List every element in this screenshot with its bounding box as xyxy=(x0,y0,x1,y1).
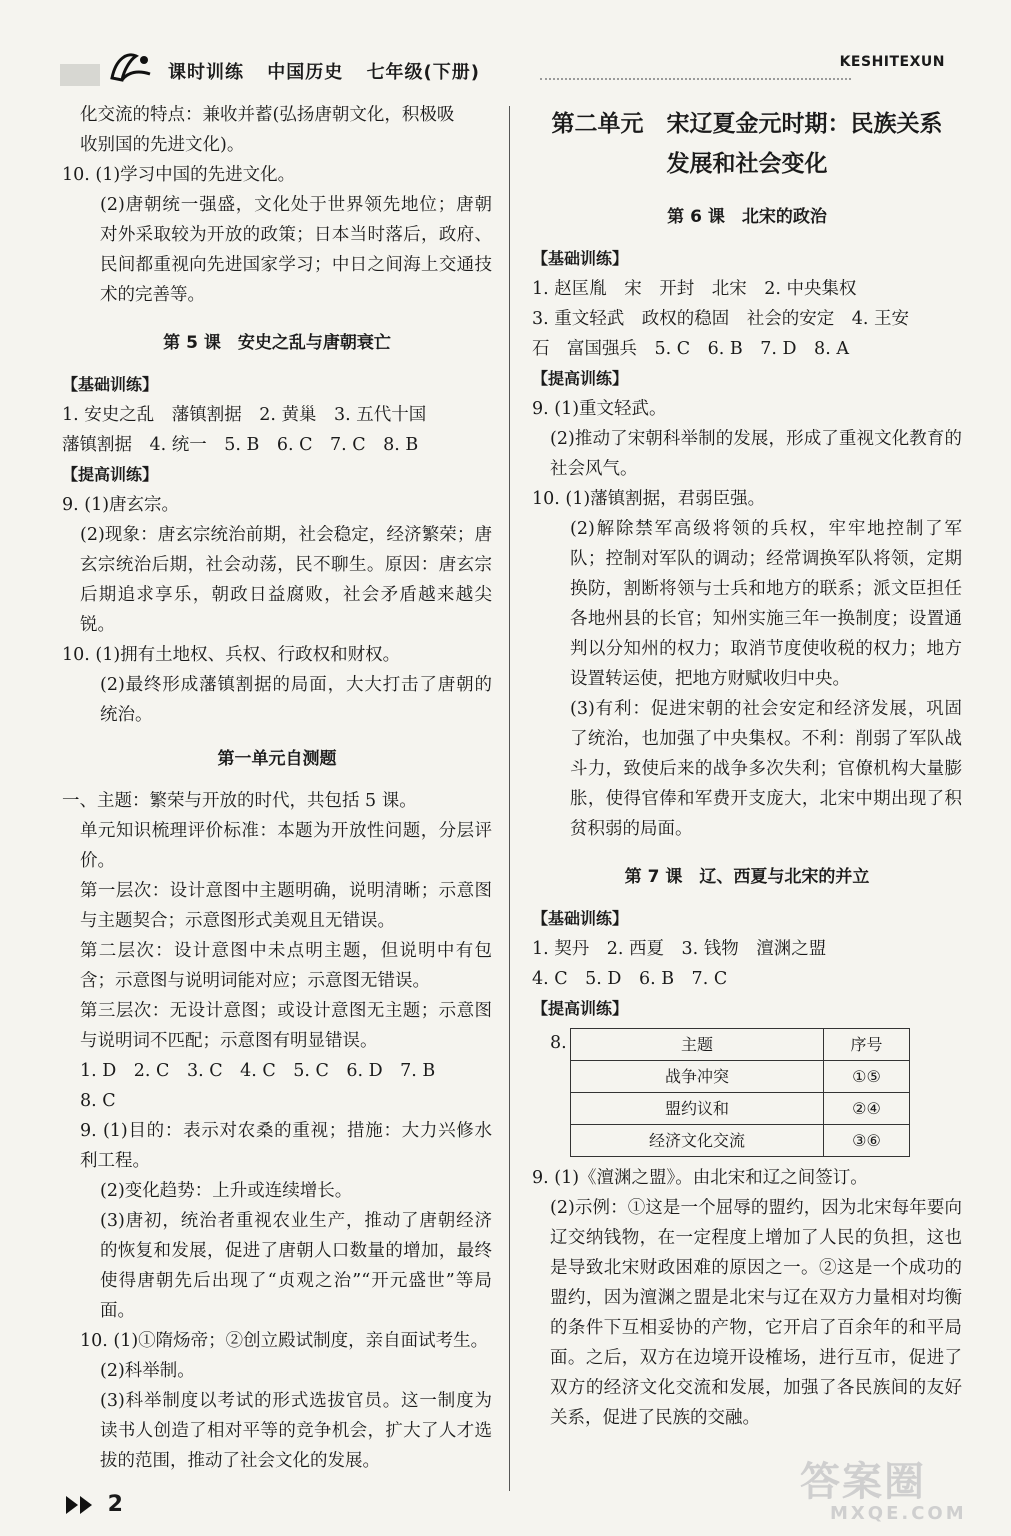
table-cell: 战争冲突 xyxy=(571,1061,824,1093)
answer-paragraph: (2)现象：唐玄宗统治前期，社会稳定，经济繁荣；唐玄宗统治后期，社会动荡，民不聊生。原因：唐玄宗后期追求享乐，朝政日益腐败，社会矛盾越来越尖锐。 xyxy=(80,525,492,635)
column-divider xyxy=(509,106,510,1491)
answer-line: 8. C xyxy=(80,1091,116,1111)
answer-line: 石 富国强兵 5. C 6. B 7. D 8. A xyxy=(532,339,849,359)
answer-line: 3. 重文轻武 政权的稳固 社会的安定 4. 王安 xyxy=(532,309,910,329)
answer-paragraph: (3)有利：促进宋朝的社会安定和经济发展，巩固了统治，也加强了中央集权。不利：削弱了军队战斗力，致使后来的战争多次失利；官僚机构大量膨胀，使得官俸和军费开支庞大，北宋中期出现了积贫积弱的局面。 xyxy=(570,699,962,839)
answer-paragraph: (2)示例：①这是一个屈辱的盟约，因为北宋每年要向辽交纳钱物，在一定程度上增加了人民的负担，这也是导致北宋财政困难的原因之一。②这是一个成功的盟约，因为澶渊之盟是北宋与辽在双方力量相对均衡的条件下互相妥协的产物，它开启了百余年的和平局面。之后，双方在边境开设榷场，进行互市，促进了双方的经济文化交流和发展，加强了各民族间的友好关系，促进了民族的交融。 xyxy=(550,1198,962,1428)
answer-line: (2)科举制。 xyxy=(100,1361,195,1381)
header-grade: 七年级(下册) xyxy=(366,62,481,83)
header-brand: KESHITEXUN xyxy=(839,54,945,70)
answer-line: 9. (1)重文轻武。 xyxy=(532,399,667,419)
answer-paragraph: 单元知识梳理评价标准：本题为开放性问题，分层评价。 xyxy=(80,821,492,871)
answer-paragraph: 第三层次：无设计意图；或设计意图无主题；示意图与说明词不匹配；示意图有明显错误。 xyxy=(80,1001,492,1051)
page-number: 2 xyxy=(107,1492,123,1517)
answer-paragraph: (2)推动了宋朝科举制的发展，形成了重视文化教育的社会风气。 xyxy=(550,429,962,479)
unit-1-test-title: 第一单元自测题 xyxy=(217,749,337,769)
table-row xyxy=(571,1125,910,1157)
answer-line: 1. D 2. C 3. C 4. C 5. C 6. D 7. B xyxy=(80,1061,436,1081)
header-title xyxy=(168,58,496,84)
table-header-row xyxy=(571,1029,910,1061)
answer-line: 10. (1)拥有土地权、兵权、行政权和财权。 xyxy=(62,645,401,665)
lesson-6-title: 第 6 课 北宋的政治 xyxy=(667,207,827,227)
unit-2-title-line1: 第二单元 宋辽夏金元时期：民族关系 xyxy=(551,111,943,137)
table-cell: ②④ xyxy=(823,1093,909,1125)
header-series: 课时训练 xyxy=(168,62,244,83)
answer-line: 9. (1)唐玄宗。 xyxy=(62,495,180,515)
answer-paragraph: 第一层次：设计意图中主题明确，说明清晰；示意图与主题契合；示意图形式美观且无错误。 xyxy=(80,881,492,931)
section-tag-basic: 【基础训练】 xyxy=(532,909,629,928)
table-header-cell: 序号 xyxy=(823,1029,909,1061)
answer-line: (2)变化趋势：上升或连续增长。 xyxy=(100,1181,353,1201)
watermark-url: MXQE.COM xyxy=(830,1503,967,1524)
section-tag-basic: 【基础训练】 xyxy=(532,249,629,268)
table-cell: 盟约议和 xyxy=(571,1093,824,1125)
answer-line: 9. (1)《澶渊之盟》。由北宋和辽之间签订。 xyxy=(532,1168,868,1188)
answer-paragraph: (3)唐初，统治者重视农业生产，推动了唐朝经济的恢复和发展，促进了唐朝人口数量的增加，最终使得唐朝先后出现了“贞观之治”“开元盛世”等局面。 xyxy=(100,1211,492,1321)
answer-line: 10. (1)藩镇割据，君弱臣强。 xyxy=(532,489,766,509)
table-cell: ①⑤ xyxy=(823,1061,909,1093)
left-column xyxy=(62,100,492,1476)
page-footer xyxy=(64,1492,123,1517)
answer-paragraph: (2)解除禁军高级将领的兵权，牢牢地控制了军队；控制对军队的调动；经常调换军队将领，定期换防，割断将领与士兵和地方的联系；派文臣担任各地州县的长官；知州实施三年一换制度；设置通判以分知州的权力；取消节度使收税的权力；地方设置转运使，把地方财赋收归中央。 xyxy=(570,519,962,689)
section-tag-advanced: 【提高训练】 xyxy=(532,999,629,1018)
table-cell: ③⑥ xyxy=(823,1125,909,1157)
unit-2-title-line2: 发展和社会变化 xyxy=(666,151,828,177)
unit-2-title xyxy=(532,104,962,184)
lesson-5-title: 第 5 课 安史之乱与唐朝衰亡 xyxy=(163,333,391,353)
table-header-cell: 主题 xyxy=(571,1029,824,1061)
answer-paragraph: 9. (1)目的：表示对农桑的重视；措施：大力兴修水利工程。 xyxy=(80,1121,492,1171)
table-row xyxy=(571,1093,910,1125)
watermark-text: 答案圈 xyxy=(800,1459,926,1505)
answer-line: 藩镇割据 4. 统一 5. B 6. C 7. C 8. B xyxy=(62,435,419,455)
answer-paragraph: 第二层次：设计意图中未点明主题，但说明中有包含；示意图与说明词能对应；示意图无错误。 xyxy=(80,941,492,991)
answer-line: 一、主题：繁荣与开放的时代，共包括 5 课。 xyxy=(62,791,417,811)
answer-line: 1. 赵匡胤 宋 开封 北宋 2. 中央集权 xyxy=(532,279,857,299)
answer-line: 4. C 5. D 6. B 7. C xyxy=(532,969,728,989)
answer-line: 化交流的特点：兼收并蓄(弘扬唐朝文化，积极吸 xyxy=(80,105,455,125)
question-number: 8. xyxy=(550,1033,567,1053)
lesson-7-title: 第 7 课 辽、西夏与北宋的并立 xyxy=(624,867,870,887)
answer-paragraph: (2)唐朝统一强盛，文化处于世界领先地位；唐朝对外采取较为开放的政策；日本当时落后，政府、民间都重视向先进国家学习；中日之间海上交通技术的完善等。 xyxy=(100,195,492,305)
theme-table xyxy=(570,1028,910,1157)
watermark xyxy=(800,1460,1000,1530)
page-header xyxy=(0,40,1011,90)
header-subject: 中国历史 xyxy=(267,62,344,83)
answer-line: 1. 契丹 2. 西夏 3. 钱物 澶渊之盟 xyxy=(532,939,827,959)
table-row xyxy=(571,1061,910,1093)
header-gray-box xyxy=(60,64,100,86)
right-column xyxy=(532,100,962,1433)
answer-line: 1. 安史之乱 藩镇割据 2. 黄巢 3. 五代十国 xyxy=(62,405,427,425)
answer-paragraph: (3)科举制度以考试的形式选拔官员。这一制度为读书人创造了相对平等的竞争机会，扩大了人才选拔的范围，推动了社会文化的发展。 xyxy=(100,1391,492,1471)
table-cell: 经济文化交流 xyxy=(571,1125,824,1157)
answer-paragraph: (2)最终形成藩镇割据的局面，大大打击了唐朝的统治。 xyxy=(100,675,492,725)
section-tag-advanced: 【提高训练】 xyxy=(62,465,159,484)
answer-line: 10. (1)①隋炀帝；②创立殿试制度，亲自面试考生。 xyxy=(80,1331,489,1351)
q8-table-wrap xyxy=(532,1028,962,1157)
section-tag-basic: 【基础训练】 xyxy=(62,375,159,394)
brand-logo-icon xyxy=(108,48,154,88)
answer-line: 收别国的先进文化)。 xyxy=(80,135,245,155)
answer-line: 10. (1)学习中国的先进文化。 xyxy=(62,165,296,185)
section-tag-advanced: 【提高训练】 xyxy=(532,369,629,388)
double-arrow-icon xyxy=(64,1494,100,1516)
header-dotted-rule xyxy=(540,78,851,80)
